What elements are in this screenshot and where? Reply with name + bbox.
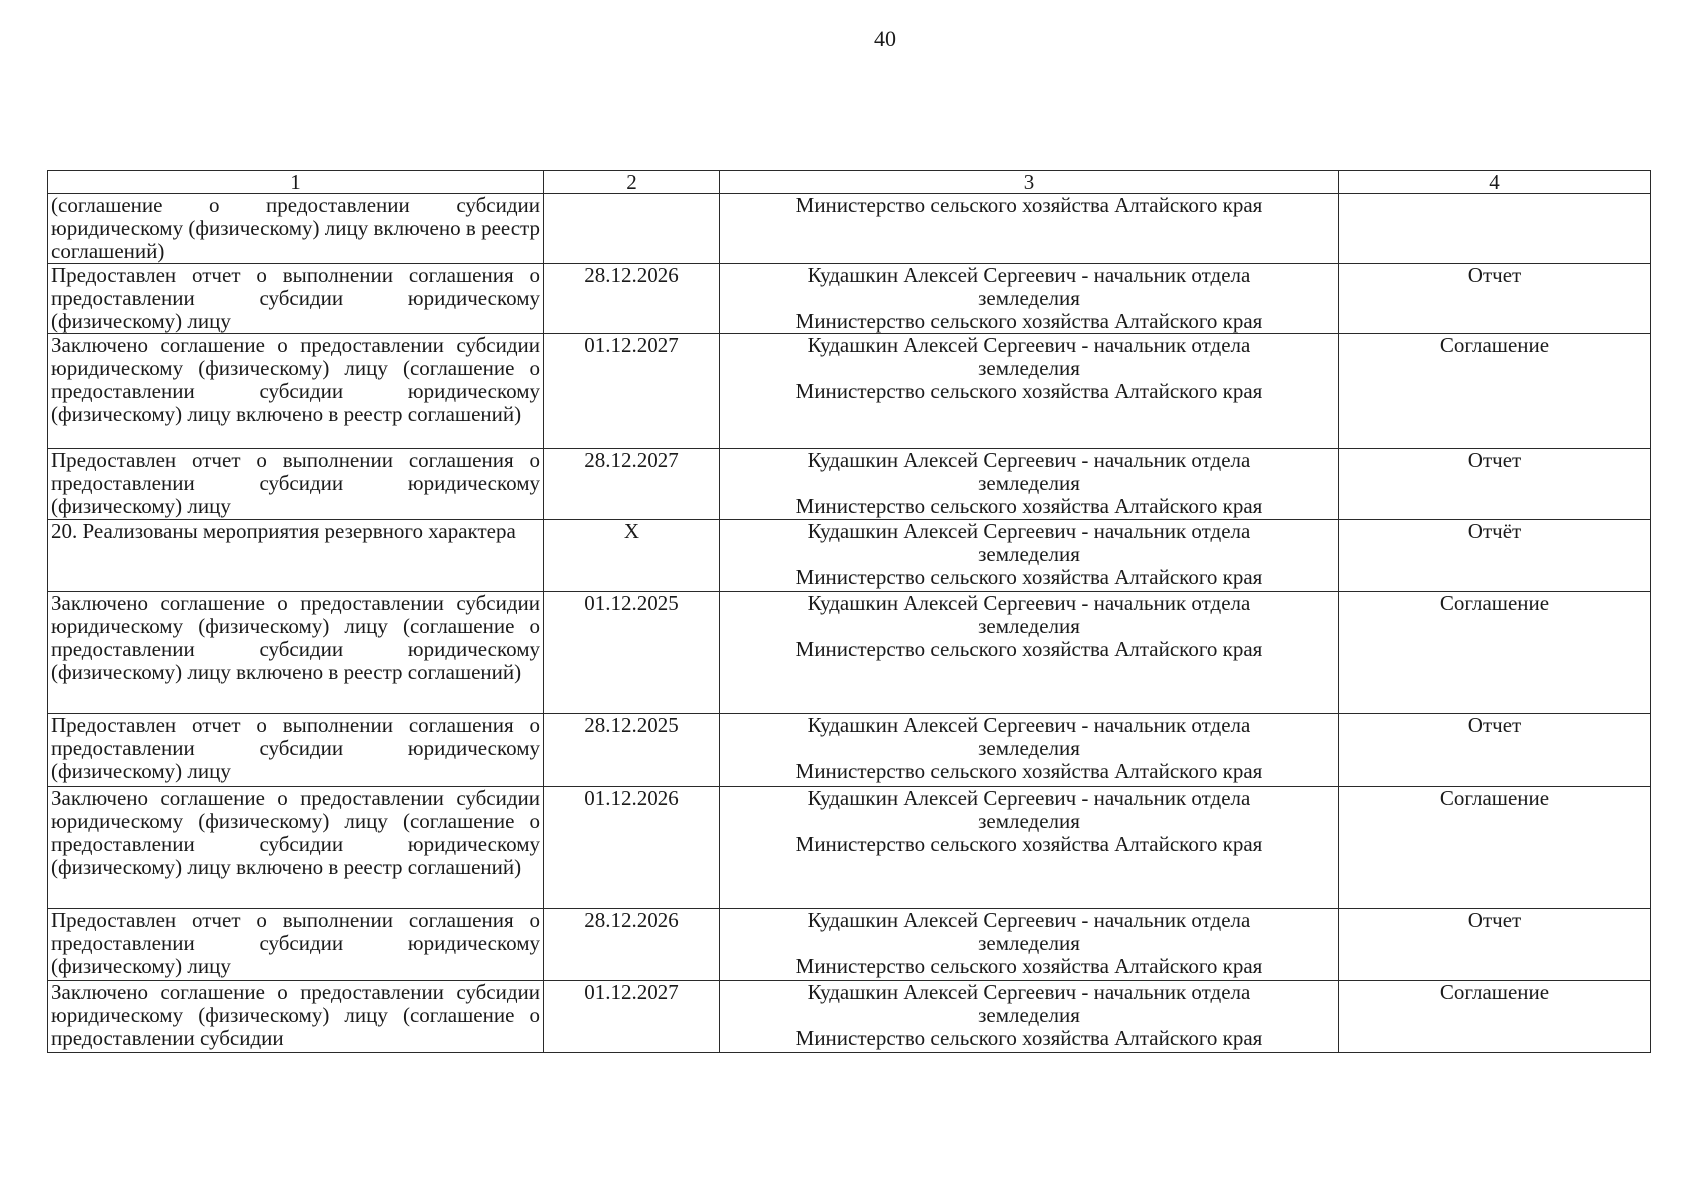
table-row [48,194,1651,264]
control-point-cell: Заключено соглашение о предоставлении субсидии юридическому (физическому) лицу (соглашение о предоставлении субсидии юридическому (физическому) лицу включено в реестр соглашений) [48,787,544,909]
control-point-cell: Заключено соглашение о предоставлении субсидии юридическому (физическому) лицу (соглашение о предоставлении субсидии [48,981,544,1053]
date-cell [544,194,720,264]
date-cell: 01.12.2025 [544,592,720,714]
control-point-cell: 20. Реализованы мероприятия резервного характера [48,520,544,592]
table-row [48,520,1651,592]
control-point-cell: Заключено соглашение о предоставлении субсидии юридическому (физическому) лицу (соглашение о предоставлении субсидии юридическому (физическому) лицу включено в реестр соглашений) [48,334,544,449]
column-header: 4 [1339,171,1651,194]
responsible-line: земледелия [978,471,1080,495]
document-type-cell: Отчет [1339,449,1651,520]
table-row [48,981,1651,1053]
page-number: 40 [874,26,896,51]
table-header-row [48,171,1651,194]
responsible-line: земледелия [978,809,1080,833]
control-point-cell: Предоставлен отчет о выполнении соглашения о предоставлении субсидии юридическому (физическому) лицу [48,909,544,981]
responsible-line: Министерство сельского хозяйства Алтайского края [795,832,1263,856]
responsible-line: Министерство сельского хозяйства Алтайского края [795,494,1263,518]
responsible-line: Кудашкин Алексей Сергеевич - начальник отдела [807,786,1251,810]
responsible-line: земледелия [978,931,1080,955]
responsible-cell [720,334,1339,449]
responsible-line: земледелия [978,356,1080,380]
responsible-line: Министерство сельского хозяйства Алтайского края [795,193,1263,217]
control-point-cell: Предоставлен отчет о выполнении соглашения о предоставлении субсидии юридическому (физическому) лицу [48,449,544,520]
responsible-cell [720,592,1339,714]
document-type-cell: Отчет [1339,714,1651,787]
table-row [48,334,1651,449]
responsible-line: земледелия [978,286,1080,310]
date-cell: 28.12.2026 [544,909,720,981]
responsible-line: Кудашкин Алексей Сергеевич - начальник отдела [807,980,1251,1004]
responsible-line: земледелия [978,736,1080,760]
responsible-line: Министерство сельского хозяйства Алтайского края [795,565,1263,589]
document-type-cell: Соглашение [1339,592,1651,714]
date-cell: 28.12.2026 [544,264,720,334]
date-cell: 01.12.2027 [544,334,720,449]
control-point-cell: Заключено соглашение о предоставлении субсидии юридическому (физическому) лицу (соглашение о предоставлении субсидии юридическому (физическому) лицу включено в реестр соглашений) [48,592,544,714]
control-point-cell: Предоставлен отчет о выполнении соглашения о предоставлении субсидии юридическому (физическому) лицу [48,264,544,334]
responsible-line: Кудашкин Алексей Сергеевич - начальник отдела [807,519,1251,543]
responsible-line: Кудашкин Алексей Сергеевич - начальник отдела [807,591,1251,615]
date-cell: X [544,520,720,592]
responsible-cell [720,194,1339,264]
responsible-line: земледелия [978,1003,1080,1027]
responsible-line: Министерство сельского хозяйства Алтайского края [795,637,1263,661]
control-point-cell: (соглашение о предоставлении субсидии юридическому (физическому) лицу включено в реестр соглашений) [48,194,544,264]
table-row [48,714,1651,787]
column-header: 2 [544,171,720,194]
responsible-line: Министерство сельского хозяйства Алтайского края [795,1026,1263,1050]
control-point-cell: Предоставлен отчет о выполнении соглашения о предоставлении субсидии юридическому (физическому) лицу [48,714,544,787]
plan-table [47,170,1651,1053]
responsible-line: Министерство сельского хозяйства Алтайского края [795,954,1263,978]
date-cell: 01.12.2026 [544,787,720,909]
responsible-cell [720,981,1339,1053]
document-type-cell [1339,194,1651,264]
table-row [48,909,1651,981]
responsible-cell [720,264,1339,334]
responsible-cell [720,909,1339,981]
responsible-line: Министерство сельского хозяйства Алтайского края [795,759,1263,783]
document-type-cell: Отчет [1339,264,1651,334]
date-cell: 28.12.2025 [544,714,720,787]
table-row [48,449,1651,520]
document-type-cell: Соглашение [1339,787,1651,909]
date-cell: 28.12.2027 [544,449,720,520]
column-header: 3 [720,171,1339,194]
responsible-line: Министерство сельского хозяйства Алтайского края [795,309,1263,333]
document-type-cell: Соглашение [1339,334,1651,449]
table-row [48,787,1651,909]
responsible-line: Кудашкин Алексей Сергеевич - начальник отдела [807,713,1251,737]
responsible-cell [720,787,1339,909]
document-type-cell: Соглашение [1339,981,1651,1053]
responsible-line: Кудашкин Алексей Сергеевич - начальник отдела [807,333,1251,357]
responsible-line: Кудашкин Алексей Сергеевич - начальник отдела [807,263,1251,287]
responsible-line: Кудашкин Алексей Сергеевич - начальник отдела [807,448,1251,472]
date-cell: 01.12.2027 [544,981,720,1053]
column-header: 1 [48,171,544,194]
responsible-line: земледелия [978,614,1080,638]
responsible-cell [720,449,1339,520]
document-type-cell: Отчёт [1339,520,1651,592]
responsible-cell [720,714,1339,787]
table-row [48,264,1651,334]
responsible-cell [720,520,1339,592]
table-row [48,592,1651,714]
responsible-line: Министерство сельского хозяйства Алтайского края [795,379,1263,403]
document-type-cell: Отчет [1339,909,1651,981]
responsible-line: земледелия [978,542,1080,566]
responsible-line: Кудашкин Алексей Сергеевич - начальник отдела [807,908,1251,932]
